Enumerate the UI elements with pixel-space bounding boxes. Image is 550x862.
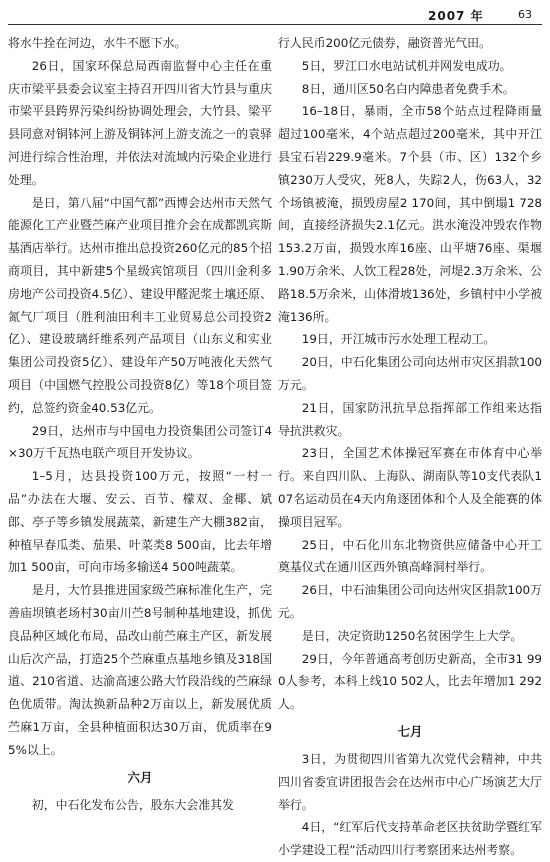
entry-paragraph: 16–18日，暴雨，全市58个站点过程降雨量超过100毫米，4个站点超过200毫米，其中开江县宝石岩229.9毫米。7个县（市、区）132个乡镇230万人受灾，死8人，失踪2人，伤63人，32个场镇被淹，损毁房屋2 170间，其中倒塌1 728间，直接经济损失2.1亿元。洪水淹没冲毁农作物153.2万亩，损毁水库16座、山平塘76座、渠堰1.90万余米、人饮工程28处，河堤2.3万余米、公路18.5万余米，山体滑坡136处，乡镇村中小学被淹136所。 xyxy=(278,104,542,324)
continuation-paragraph: 行人民币200亿元债券，融资普光气田。 xyxy=(278,36,491,50)
entry-paragraph: 26日，中石油集团公司向达州灾区捐款100万元。 xyxy=(278,583,542,620)
entry-paragraph: 4日，“红军后代支持革命老区扶贫助学暨红军小学建设工程”活动四川行考察团来达州考察。 xyxy=(278,820,542,858)
entry-paragraph: 26日，国家环保总局西南监督中心主任在重庆市梁平县委会议室主持召开四川省大竹县与重庆市梁平县跨界污染纠纷协调处理会，大竹县、梁平县同意对铜钵河上游及铜钵河上游支流之一的袁驿河进行综合性治理，并依法对流域内污染企业进行处理。 xyxy=(8,58,272,187)
entry-paragraph: 20日，中石化集团公司向达州市灾区捐款100万元。 xyxy=(278,355,542,392)
section-heading-june: 六月 xyxy=(127,769,153,785)
header-rule xyxy=(8,24,542,25)
continuation-paragraph: 将水牛拴在河边，水牛不愿下水。 xyxy=(8,36,187,50)
section-heading-july: 七月 xyxy=(397,723,423,739)
entry-paragraph: 是月，大竹县推进国家级苎麻标准化生产，完善庙坝镇老场村30亩川苎8号制种基地建设，抓优良品种区域化布局，品改山前苎麻主产区，新发展山后次产品，打造25个苎麻重点基地乡镇及318国道、210省道、达渝高速公路大竹段沿线的苎麻绿色优质带。淘汰换新品种2万亩以上，新发展优质苎麻1万亩，全县种植面积达30万亩，优质率在95%以上。 xyxy=(8,583,272,757)
page-number: 63 xyxy=(518,8,532,21)
entry-paragraph: 19日，开江城市污水处理工程动工。 xyxy=(301,332,496,347)
entry-paragraph: 29日，达州市与中国电力投资集团公司签订4×30万千瓦热电联产项目开发协议。 xyxy=(8,423,272,461)
entry-paragraph: 25日，中石化川东北物资供应储备中心开工奠基仪式在通川区西外镇高峰洞村举行。 xyxy=(278,537,542,575)
entry-paragraph: 23日，全国艺术体操冠军赛在市体育中心举行。来自四川队、上海队、湖南队等10支代表队107名运动员在4天内角逐团体和个人及全能赛的体操项目冠军。 xyxy=(278,446,542,529)
right-column xyxy=(278,32,542,862)
entry-paragraph: 是日，决定资助1250名贫困学生上大学。 xyxy=(301,628,523,643)
entry-paragraph: 3日，为贯彻四川省第九次党代会精神，中共四川省委宣讲团报告会在达州市中心广场演艺大厅举行。 xyxy=(278,751,542,812)
entry-paragraph: 1–5月，达县投资100万元，按照“一村一品”办法在大堰、安云、百节、檬双、金椰、斌郎、亭子等乡镇发展蔬菜，新建生产大棚382亩，种植早春瓜类、茄果、叶菜类8 500亩，比去年增加1 500亩，可向市场多输送4 500吨蔬菜。 xyxy=(8,469,272,575)
entry-paragraph: 21日，国家防汛抗旱总指挥部工作组来达指导抗洪救灾。 xyxy=(278,400,542,438)
entry-paragraph: 8日，通川区50名白内障患者免费手术。 xyxy=(301,81,515,96)
running-head-year: 2007 年 xyxy=(428,9,484,23)
entry-paragraph: 29日，今年普通高考创历史新高，全市31 990人参考，本科上线10 502人，比去年增加1 292人。 xyxy=(278,651,542,712)
entry-paragraph: 是日，第八届“中国气都”西博会达州市天然气能源化工产业暨苎麻产业项目推介会在成都凯宾斯基酒店举行。达州市推出总投资260亿元的85个招商项目，其中新建5个星级宾馆项目（四川金利多房地产公司投资4.5亿）、建设甲醛泥浆土壤还原、氮气厂项目（胜利油田利丰工业贸易总公司投资2亿）、建设玻璃纤维系列产品项目（山东义和实业集团公司投资5亿）、建设年产50万吨液化天然气项目（中国燃气控股公司投资8亿）等18个项目签约，总签约资金40.53亿元。 xyxy=(8,195,272,415)
entry-paragraph: 5日，罗江口水电站试机并网发电成功。 xyxy=(301,58,512,73)
entry-paragraph: 初，中石化发布公告，股东大会准其发 xyxy=(31,797,234,812)
page-header xyxy=(0,0,550,30)
left-column xyxy=(8,32,272,816)
